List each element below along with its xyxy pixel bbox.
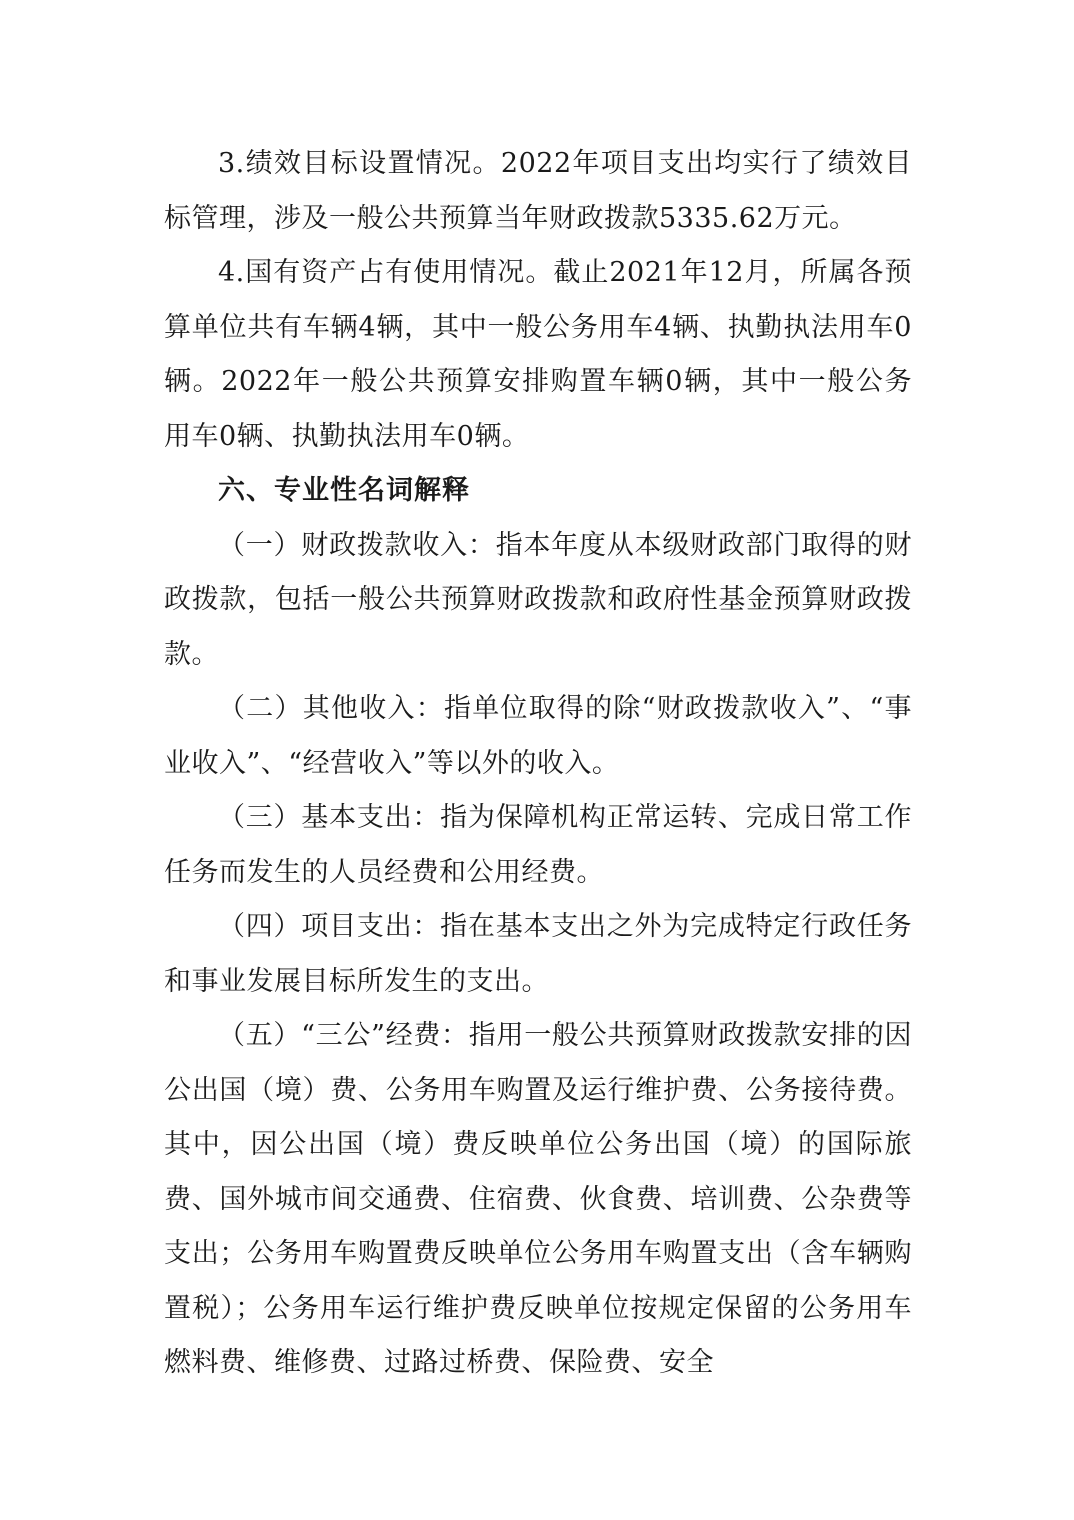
paragraph-performance-targets: 3.绩效目标设置情况。2022年项目支出均实行了绩效目标管理，涉及一般公共预算当年财政拨款5335.62万元。 xyxy=(164,148,912,234)
paragraph-term-other-income: （二）其他收入：指单位取得的除“财政拨款收入”、“事业收入”、“经营收入”等以外的收入。 xyxy=(164,693,912,779)
paragraph-term-basic-expenditure: （三）基本支出：指为保障机构正常运转、完成日常工作任务而发生的人员经费和公用经费。 xyxy=(164,802,912,888)
section-heading-terms: 六、专业性名词解释 xyxy=(218,475,470,506)
document-body xyxy=(164,137,912,1391)
paragraph-state-assets: 4.国有资产占有使用情况。截止2021年12月，所属各预算单位共有车辆4辆，其中一般公务用车4辆、执勤执法用车0辆。2022年一般公共预算安排购置车辆0辆，其中一般公务用车0辆、执勤执法用车0辆。 xyxy=(164,257,912,452)
paragraph-term-three-public-funds: （五）“三公”经费：指用一般公共预算财政拨款安排的因公出国（境）费、公务用车购置及运行维护费、公务接待费。其中，因公出国（境）费反映单位公务出国（境）的国际旅费、国外城市间交通费、住宿费、伙食费、培训费、公杂费等支出；公务用车购置费反映单位公务用车购置支出（含车辆购置税）；公务用车运行维护费反映单位按规定保留的公务用车燃料费、维修费、过路过桥费、保险费、安全 xyxy=(164,1020,912,1378)
paragraph-term-project-expenditure: （四）项目支出：指在基本支出之外为完成特定行政任务和事业发展目标所发生的支出。 xyxy=(164,911,912,997)
paragraph-term-fiscal-appropriation: （一）财政拨款收入：指本年度从本级财政部门取得的财政拨款，包括一般公共预算财政拨款和政府性基金预算财政拨款。 xyxy=(164,529,912,670)
